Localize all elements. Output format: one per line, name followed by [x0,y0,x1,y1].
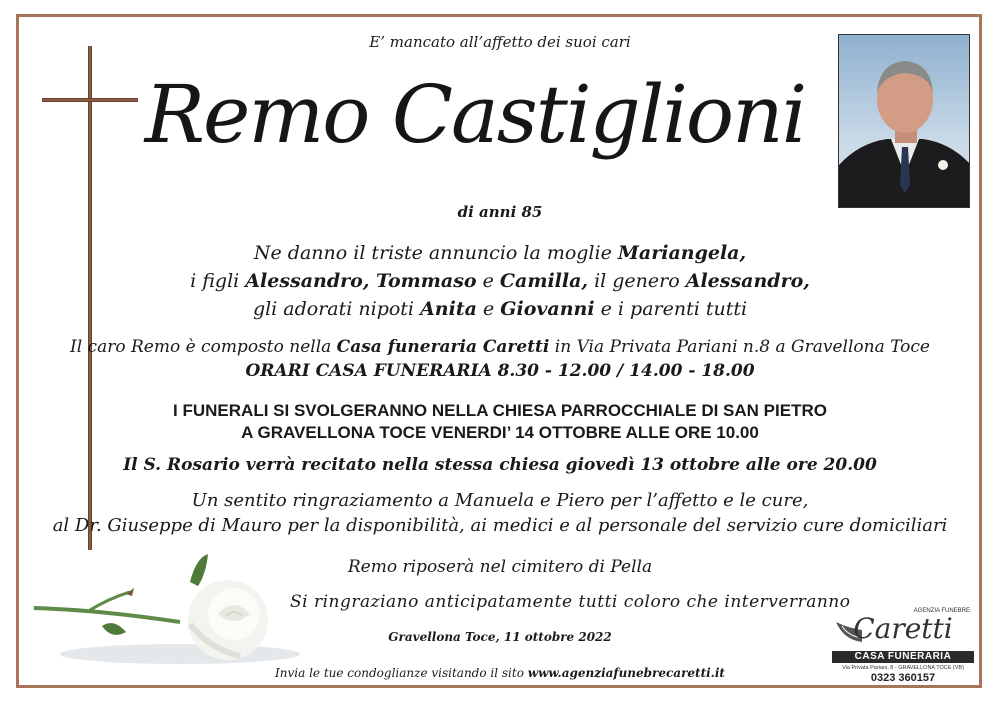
ann-text: e i parenti tutti [594,298,748,320]
home-address: in Via Privata Pariani n.8 a Gravellona Toce [549,337,930,357]
agency-logo [830,608,976,684]
ann-name: Alessandro, [685,270,810,292]
funeral-home-hours: ORARI CASA FUNERARIA 8.30 - 12.00 / 14.00 - 18.00 [245,361,755,381]
announcement-line-3 [0,296,1000,323]
announcement-line-2 [0,268,1000,295]
logo-phone: 0323 360157 [870,672,936,684]
thanks-in-advance: Si ringraziano anticipatamente tutti coloro che interverranno [290,592,851,612]
place-date: Gravellona Toce, 11 ottobre 2022 [388,630,612,644]
deceased-name: Remo Castiglioni [144,68,806,161]
white-rose-image [30,552,310,670]
thanks-line-2: al Dr. Giuseppe di Mauro per la disponibilità, ai medici e al personale del servizio cure domiciliari [52,515,948,536]
logo-brand: Caretti [853,612,953,645]
funeral-line-2: A GRAVELLONA TOCE VENERDI’ 14 OTTOBRE ALLE ORE 10.00 [241,423,759,442]
ann-name: Anita [420,298,477,320]
ann-text: i figli [190,270,246,292]
ann-text: il genero [588,270,686,292]
portrait-photo [838,34,970,208]
rosary-text: Il S. Rosario verrà recitato nella stessa chiesa giovedì 13 ottobre alle ore 20.00 [123,455,877,475]
ann-text: e [476,298,501,320]
website-link[interactable]: www.agenziafunebrecaretti.it [527,666,725,680]
portrait-figure [839,35,970,208]
logo-bar: CASA FUNERARIA [832,651,974,663]
age-text: di anni 85 [457,203,543,221]
condolences-label: Invia le tue condoglianze visitando il sito [275,666,528,680]
logo-address: Via Privata Pariani, 8 - GRAVELLONA TOCE (VB) [842,665,964,671]
ann-name: Giovanni [500,298,595,320]
intro-text: E’ mancato all’affetto dei suoi cari [369,33,631,51]
ann-text: gli adorati nipoti [252,298,421,320]
ann-name: Mariangela, [617,242,747,264]
ann-name: Camilla, [499,270,589,292]
funeral-home-text [0,337,1000,357]
home-name: Casa funeraria Caretti [336,337,550,357]
logo-tagline: AGENZIA FUNEBRE [913,608,970,614]
thanks-line-1: Un sentito ringraziamento a Manuela e Piero per l’affetto e le cure, [191,490,809,511]
ann-text: Ne danno il triste annuncio la moglie [253,242,618,264]
announcement-line-1 [0,240,1000,267]
ann-name: Alessandro, Tommaso [245,270,477,292]
funeral-line-1: I FUNERALI SI SVOLGERANNO NELLA CHIESA PARROCCHIALE DI SAN PIETRO [173,401,827,420]
home-text: Il caro Remo è composto nella [70,337,337,357]
burial-text: Remo riposerà nel cimitero di Pella [347,557,653,577]
ann-text: e [476,270,500,292]
